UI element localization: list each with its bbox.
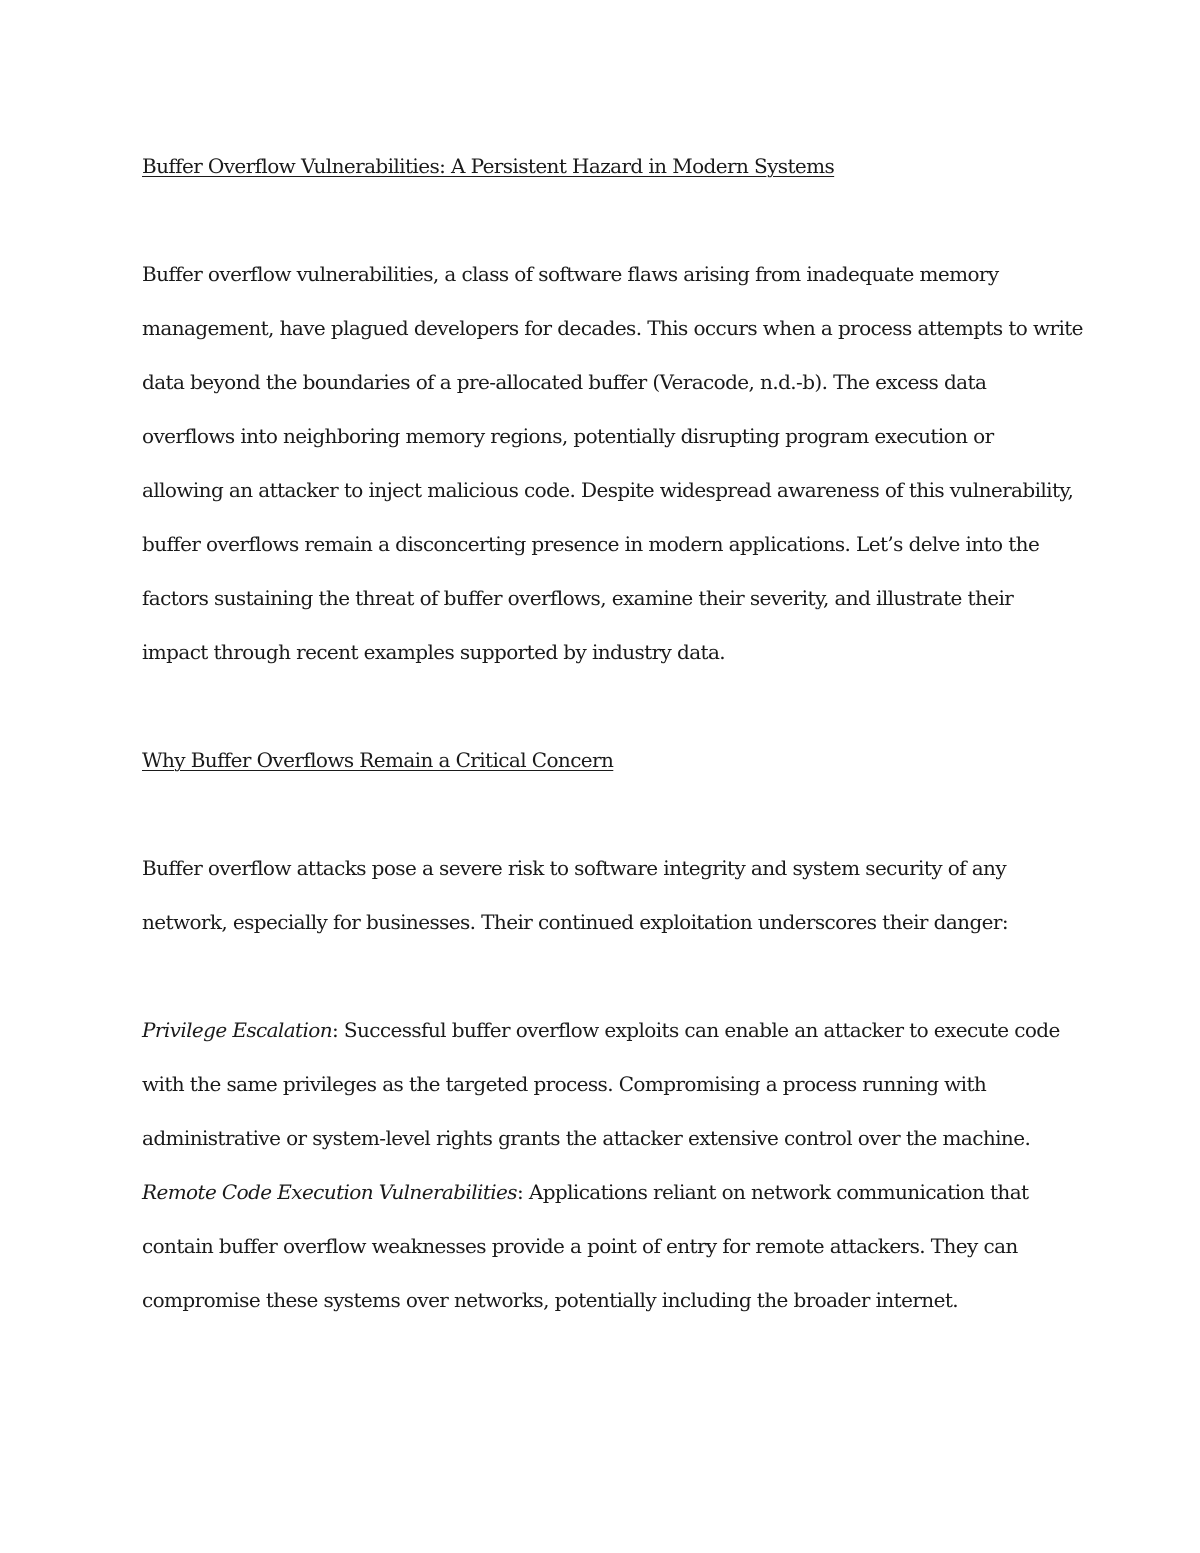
privilege-line: administrative or system-level rights grants the attacker extensive control over the machine. [142, 1126, 1031, 1150]
intro-line: impact through recent examples supported by industry data. [142, 640, 726, 664]
privilege-escalation-term: Privilege Escalation [142, 1018, 333, 1042]
privilege-first-line [142, 1003, 1072, 1057]
intro-line: allowing an attacker to inject malicious code. Despite widespread awareness of this vulnerability, [142, 478, 1074, 502]
document-title: Buffer Overflow Vulnerabilities: A Persistent Hazard in Modern Systems [142, 154, 835, 178]
remote-code-execution-paragraph [142, 1165, 1072, 1327]
remote-first-line [142, 1165, 1072, 1219]
spacer [142, 679, 1072, 733]
intro-line: data beyond the boundaries of a pre-allocated buffer (Veracode, n.d.-b). The excess data [142, 370, 987, 394]
spacer [142, 193, 1072, 247]
section-heading: Why Buffer Overflows Remain a Critical Concern [142, 748, 614, 772]
intro-line: management, have plagued developers for decades. This occurs when a process attempts to write [142, 316, 1083, 340]
remote-code-execution-term: Remote Code Execution Vulnerabilities [142, 1180, 517, 1204]
spacer [142, 949, 1072, 1003]
intro-line: factors sustaining the threat of buffer overflows, examine their severity, and illustrate their [142, 586, 1014, 610]
intro-paragraph [142, 247, 1083, 679]
document-body [142, 139, 1083, 1327]
intro-line: Buffer overflow vulnerabilities, a class of software flaws arising from inadequate memory [142, 262, 999, 286]
section-line: network, especially for businesses. Their continued exploitation underscores their danger: [142, 910, 1008, 934]
intro-line: buffer overflows remain a disconcerting presence in modern applications. Let’s delve into the [142, 532, 1040, 556]
section-paragraph [142, 841, 1072, 949]
privilege-first-text: : Successful buffer overflow exploits can enable an attacker to execute code [332, 1018, 1060, 1042]
remote-first-text: : Applications reliant on network communication that [516, 1180, 1029, 1204]
privilege-escalation-paragraph [142, 1003, 1072, 1165]
privilege-line: with the same privileges as the targeted process. Compromising a process running with [142, 1072, 987, 1096]
spacer [142, 787, 1072, 841]
section-line: Buffer overflow attacks pose a severe risk to software integrity and system security of any [142, 856, 1007, 880]
remote-line: compromise these systems over networks, potentially including the broader internet. [142, 1288, 959, 1312]
remote-line: contain buffer overflow weaknesses provide a point of entry for remote attackers. They can [142, 1234, 1018, 1258]
intro-line: overflows into neighboring memory regions, potentially disrupting program execution or [142, 424, 994, 448]
